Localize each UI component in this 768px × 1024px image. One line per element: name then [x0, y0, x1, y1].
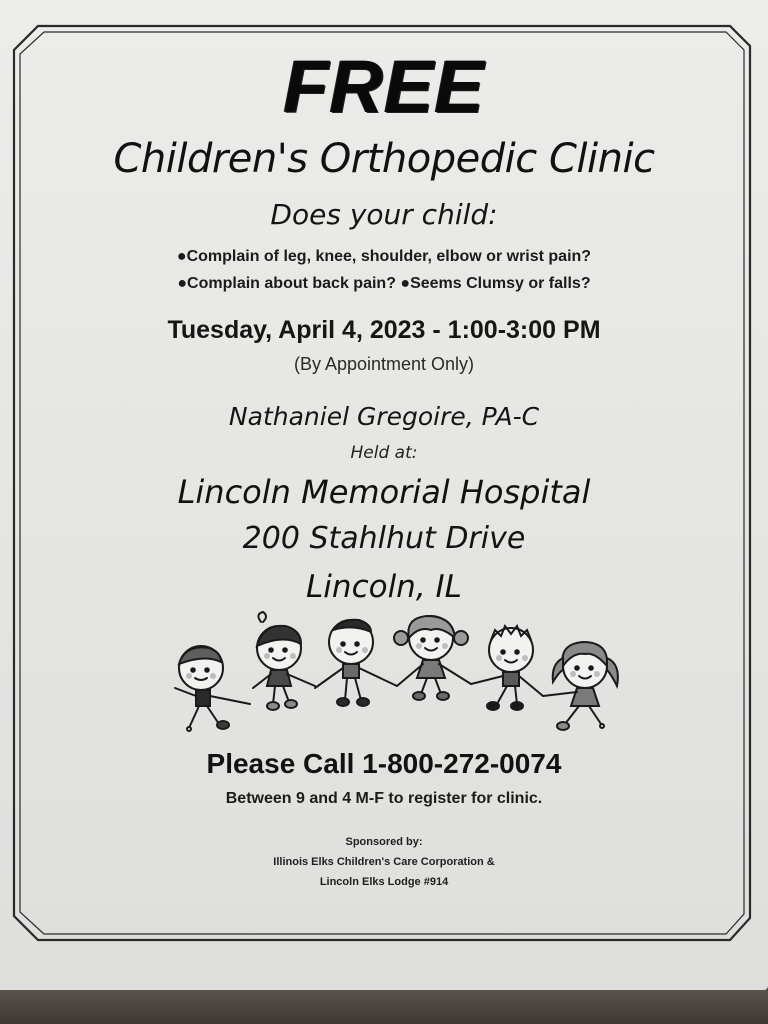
tabletop-background: [0, 990, 768, 1024]
appointment-note: (By Appointment Only): [293, 354, 475, 374]
child-figure: [543, 642, 618, 730]
child-figure: [471, 626, 543, 710]
child-figure: [394, 616, 471, 700]
call-hours: Between 9 and 4 M-F to register for clinic.: [225, 790, 543, 807]
event-date-time: Tuesday, April 4, 2023 - 1:00-3:00 PM: [167, 316, 601, 344]
held-at-label: Held at:: [350, 443, 418, 463]
phone-call-to-action: Please Call 1-800-272-0074: [206, 748, 562, 779]
clinic-title: Children's Orthopedic Clinic: [113, 136, 655, 182]
question-heading: Does your child:: [270, 198, 498, 231]
symptom-line: ●Complain of leg, knee, shoulder, elbow or wrist pain?: [176, 248, 592, 265]
sponsor-label: Sponsored by:: [345, 836, 423, 848]
headline-free: FREE: [283, 45, 485, 128]
child-figure: [253, 612, 315, 710]
venue-city: Lincoln, IL: [306, 569, 462, 605]
venue-name: Lincoln Memorial Hospital: [177, 473, 591, 511]
symptom-line: ●Complain about back pain? ●Seems Clumsy or falls?: [177, 275, 591, 292]
sponsor-name: Illinois Elks Children's Care Corporation &: [273, 856, 495, 868]
child-figure: [315, 620, 397, 706]
sponsor-name: Lincoln Elks Lodge #914: [319, 876, 449, 888]
child-figure: [175, 646, 250, 731]
provider-name: Nathaniel Gregoire, PA-C: [228, 402, 540, 431]
children-holding-hands-illustration: [165, 608, 625, 738]
venue-street: 200 Stahlhut Drive: [242, 521, 526, 556]
